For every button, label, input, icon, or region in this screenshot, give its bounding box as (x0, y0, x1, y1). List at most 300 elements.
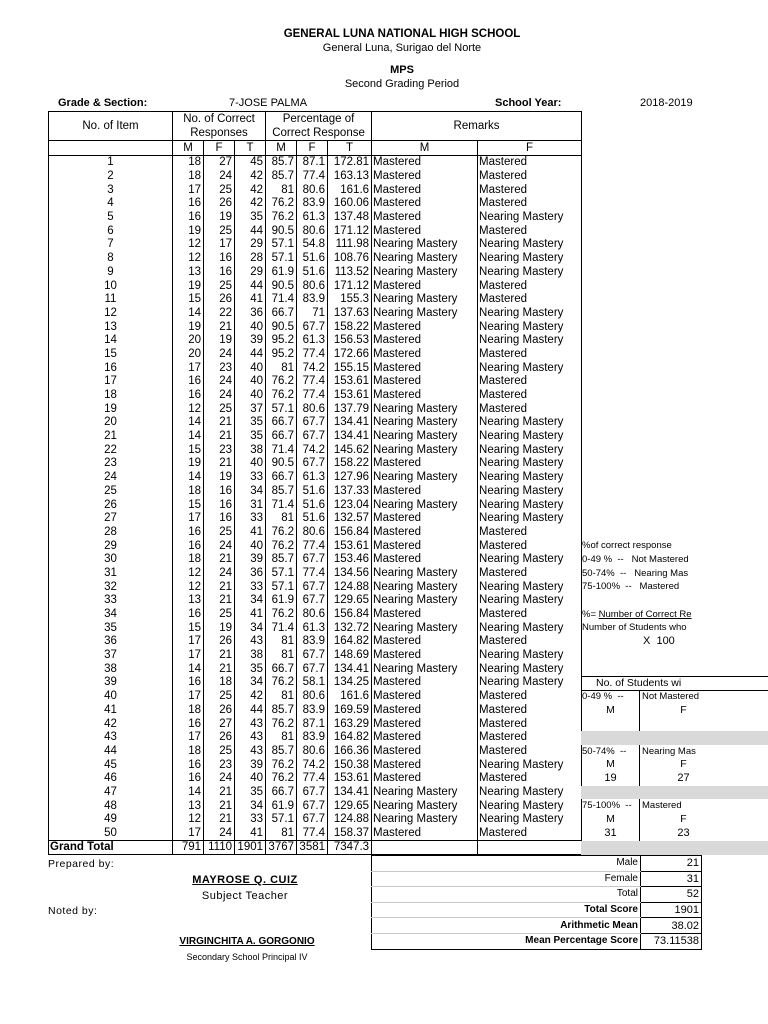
cell-pct-t: 156.84 (328, 526, 372, 540)
table-row (49, 594, 582, 608)
cell-pct-f: 77.4 (297, 772, 328, 786)
cell-remark-m: Mastered (372, 827, 478, 841)
cell-item: 19 (49, 402, 173, 416)
separator-band (581, 731, 768, 745)
group-nearing-label: Nearing Mas (642, 745, 696, 757)
cell-correct-f: 19 (204, 471, 235, 485)
female-value: 31 (641, 871, 702, 887)
cell-pct-m: 90.5 (266, 457, 297, 471)
cell-pct-m: 76.2 (266, 608, 297, 622)
formula-num-text: Number of Correct Re (598, 608, 692, 620)
cell-pct-f: 51.6 (297, 498, 328, 512)
school-year-label: School Year: (495, 97, 562, 109)
cell-correct-f: 26 (204, 635, 235, 649)
cell-pct-m: 76.2 (266, 717, 297, 731)
cell-pct-m: 76.2 (266, 211, 297, 225)
cell-correct-t: 29 (235, 266, 266, 280)
table-row (49, 320, 582, 334)
cell-item: 20 (49, 416, 173, 430)
cell-remark-f: Nearing Mastery (478, 498, 582, 512)
cell-item: 27 (49, 512, 173, 526)
cell-item: 29 (49, 539, 173, 553)
cell-item: 25 (49, 485, 173, 499)
total-pct-m: 3767 (266, 841, 297, 855)
cell-correct-t: 35 (235, 662, 266, 676)
cell-pct-f: 67.7 (297, 649, 328, 663)
cell-correct-m: 19 (173, 224, 204, 238)
cell-correct-m: 17 (173, 183, 204, 197)
cell-correct-t: 45 (235, 156, 266, 170)
summary-row-total-score (372, 902, 702, 918)
cell-remark-m: Nearing Mastery (372, 293, 478, 307)
cell-remark-m: Mastered (372, 512, 478, 526)
cell-pct-t: 164.82 (328, 635, 372, 649)
cell-remark-m: Mastered (372, 334, 478, 348)
cell-correct-f: 21 (204, 786, 235, 800)
cell-correct-m: 15 (173, 293, 204, 307)
cell-remark-f: Mastered (478, 170, 582, 184)
formula-numerator (582, 608, 768, 622)
cell-remark-f: Mastered (478, 389, 582, 403)
cell-correct-f: 16 (204, 498, 235, 512)
cell-correct-m: 19 (173, 320, 204, 334)
cell-pct-t: 156.53 (328, 334, 372, 348)
cell-pct-t: 172.81 (328, 156, 372, 170)
cell-remark-m: Nearing Mastery (372, 471, 478, 485)
cell-item: 7 (49, 238, 173, 252)
cell-pct-m: 57.1 (266, 580, 297, 594)
table-row (49, 635, 582, 649)
cell-correct-t: 41 (235, 293, 266, 307)
cell-remark-f: Nearing Mastery (478, 649, 582, 663)
cell-pct-m: 90.5 (266, 320, 297, 334)
col-item-subheader (49, 141, 173, 156)
cell-remark-f: Mastered (478, 293, 582, 307)
cell-correct-m: 13 (173, 799, 204, 813)
cell-pct-f: 67.7 (297, 416, 328, 430)
cell-correct-t: 43 (235, 635, 266, 649)
cell-pct-t: 153.61 (328, 375, 372, 389)
cell-correct-t: 43 (235, 731, 266, 745)
cell-item: 18 (49, 389, 173, 403)
cell-pct-t: 161.6 (328, 690, 372, 704)
group-not-mastered-range: 0-49 % -- (582, 691, 624, 702)
table-row (49, 827, 582, 841)
table-row (49, 621, 582, 635)
cell-pct-f: 74.2 (297, 758, 328, 772)
cell-correct-t: 39 (235, 334, 266, 348)
cell-remark-f: Nearing Mastery (478, 471, 582, 485)
cell-correct-t: 33 (235, 813, 266, 827)
school-address: General Luna, Surigao del Norte (322, 42, 482, 54)
cell-remark-f: Nearing Mastery (478, 662, 582, 676)
cell-correct-m: 16 (173, 772, 204, 786)
cell-pct-m: 76.2 (266, 758, 297, 772)
cell-correct-m: 16 (173, 539, 204, 553)
cell-correct-t: 31 (235, 498, 266, 512)
cell-remark-m: Nearing Mastery (372, 266, 478, 280)
cell-item: 38 (49, 662, 173, 676)
cell-pct-t: 153.46 (328, 553, 372, 567)
cell-pct-t: 148.69 (328, 649, 372, 663)
report-title: MPS (390, 64, 414, 76)
cell-correct-f: 24 (204, 375, 235, 389)
cell-item: 3 (49, 183, 173, 197)
cell-remark-m: Mastered (372, 348, 478, 362)
table-row (49, 471, 582, 485)
cell-correct-t: 37 (235, 402, 266, 416)
cell-correct-f: 21 (204, 553, 235, 567)
cell-correct-m: 19 (173, 457, 204, 471)
cell-pct-f: 51.6 (297, 512, 328, 526)
cell-item: 22 (49, 443, 173, 457)
cell-item: 48 (49, 799, 173, 813)
cell-correct-m: 14 (173, 430, 204, 444)
cell-pct-m: 57.1 (266, 252, 297, 266)
cell-pct-t: 137.48 (328, 211, 372, 225)
cell-pct-f: 83.9 (297, 197, 328, 211)
cell-pct-f: 67.7 (297, 786, 328, 800)
cell-correct-f: 17 (204, 238, 235, 252)
cell-pct-t: 132.57 (328, 512, 372, 526)
cell-pct-m: 66.7 (266, 416, 297, 430)
cell-item: 1 (49, 156, 173, 170)
cell-remark-m: Nearing Mastery (372, 813, 478, 827)
cell-pct-m: 85.7 (266, 745, 297, 759)
cell-item: 31 (49, 567, 173, 581)
cell-remark-m: Mastered (372, 320, 478, 334)
cell-correct-t: 44 (235, 348, 266, 362)
cell-pct-m: 71.4 (266, 293, 297, 307)
cell-pct-t: 129.65 (328, 799, 372, 813)
cell-correct-m: 12 (173, 402, 204, 416)
prepared-by-label: Prepared by: (48, 858, 115, 870)
summary-row-female (372, 871, 702, 887)
cell-pct-f: 67.7 (297, 580, 328, 594)
summary-row-mps (372, 933, 702, 949)
col-percentage-header: Percentage of Correct Response (266, 112, 372, 141)
noted-by-title: Secondary School Principal IV (186, 952, 308, 962)
cell-correct-f: 19 (204, 621, 235, 635)
cell-pct-m: 76.2 (266, 526, 297, 540)
cell-pct-t: 124.88 (328, 580, 372, 594)
group-nearing-range: 50-74% -- (582, 745, 627, 757)
cell-pct-m: 95.2 (266, 348, 297, 362)
cell-remark-m: Nearing Mastery (372, 252, 478, 266)
cell-remark-m: Mastered (372, 361, 478, 375)
group-not-mastered-f-label: F (680, 703, 687, 716)
cell-pct-f: 80.6 (297, 526, 328, 540)
cell-correct-t: 38 (235, 443, 266, 457)
cell-correct-m: 20 (173, 348, 204, 362)
cell-correct-t: 35 (235, 416, 266, 430)
prepared-by-name: MAYROSE Q. CUIZ (192, 874, 298, 886)
cell-pct-t: 160.06 (328, 197, 372, 211)
cell-pct-t: 134.41 (328, 430, 372, 444)
cell-correct-f: 21 (204, 649, 235, 663)
cell-correct-f: 16 (204, 485, 235, 499)
cell-pct-t: 108.76 (328, 252, 372, 266)
cell-correct-m: 17 (173, 731, 204, 745)
cell-pct-f: 74.2 (297, 443, 328, 457)
cell-correct-f: 24 (204, 170, 235, 184)
school-name: GENERAL LUNA NATIONAL HIGH SCHOOL (283, 28, 521, 40)
table-row (49, 197, 582, 211)
cell-remark-m: Nearing Mastery (372, 498, 478, 512)
cell-remark-f: Mastered (478, 375, 582, 389)
cell-correct-t: 42 (235, 197, 266, 211)
cell-pct-f: 67.7 (297, 813, 328, 827)
cell-correct-m: 14 (173, 786, 204, 800)
summary-row-total (372, 887, 702, 903)
cell-correct-t: 40 (235, 389, 266, 403)
cell-pct-m: 81 (266, 512, 297, 526)
students-header: No. of Students wi (596, 676, 682, 689)
cell-pct-m: 66.7 (266, 786, 297, 800)
table-row (49, 266, 582, 280)
cell-correct-m: 14 (173, 307, 204, 321)
cell-correct-f: 25 (204, 224, 235, 238)
cell-correct-m: 12 (173, 238, 204, 252)
cell-pct-m: 66.7 (266, 662, 297, 676)
grand-total-label: Grand Total (49, 841, 173, 855)
cell-remark-m: Nearing Mastery (372, 307, 478, 321)
cell-pct-f: 77.4 (297, 170, 328, 184)
cell-item: 10 (49, 279, 173, 293)
cell-item: 14 (49, 334, 173, 348)
table-row (49, 512, 582, 526)
cell-correct-m: 18 (173, 156, 204, 170)
cell-pct-t: 113.52 (328, 266, 372, 280)
table-row (49, 430, 582, 444)
cell-correct-t: 40 (235, 539, 266, 553)
group-nearing-m-label: M (606, 758, 615, 771)
cell-pct-m: 71.4 (266, 498, 297, 512)
cell-pct-f: 80.6 (297, 690, 328, 704)
cell-correct-t: 43 (235, 745, 266, 759)
group-nearing-m-count: 19 (604, 772, 617, 784)
cell-correct-f: 26 (204, 731, 235, 745)
cell-pct-f: 80.6 (297, 745, 328, 759)
cell-pct-t: 123.04 (328, 498, 372, 512)
cell-remark-f: Nearing Mastery (478, 621, 582, 635)
cell-correct-t: 38 (235, 649, 266, 663)
cell-remark-f: Mastered (478, 635, 582, 649)
cell-pct-f: 77.4 (297, 348, 328, 362)
female-label: Female (372, 871, 641, 887)
cell-correct-f: 18 (204, 676, 235, 690)
group-mastered-m-label: M (606, 813, 615, 826)
cell-pct-t: 153.61 (328, 772, 372, 786)
col-correct-header: No. of Correct Responses (173, 112, 266, 141)
cell-item: 16 (49, 361, 173, 375)
cell-correct-m: 15 (173, 498, 204, 512)
formula-denominator: Number of Students who (582, 622, 687, 634)
cell-pct-t: 171.12 (328, 224, 372, 238)
cell-correct-f: 21 (204, 416, 235, 430)
cell-item: 34 (49, 608, 173, 622)
legend-mastered: 75-100% -- Mastered (582, 581, 680, 592)
table-row (49, 348, 582, 362)
cell-correct-f: 23 (204, 361, 235, 375)
male-value: 21 (641, 856, 702, 872)
cell-item: 12 (49, 307, 173, 321)
group-mastered-f-label: F (680, 813, 687, 826)
cell-correct-t: 34 (235, 676, 266, 690)
cell-correct-t: 36 (235, 567, 266, 581)
cell-correct-f: 19 (204, 334, 235, 348)
total-remark-f (478, 841, 582, 855)
cell-pct-t: 134.25 (328, 676, 372, 690)
cell-correct-t: 34 (235, 799, 266, 813)
cell-correct-t: 28 (235, 252, 266, 266)
cell-pct-m: 57.1 (266, 402, 297, 416)
cell-item: 32 (49, 580, 173, 594)
cell-remark-m: Mastered (372, 389, 478, 403)
cell-pct-f: 67.7 (297, 662, 328, 676)
table-row (49, 717, 582, 731)
cell-pct-t: 127.96 (328, 471, 372, 485)
cell-remark-f: Nearing Mastery (478, 334, 582, 348)
cell-pct-t: 124.88 (328, 813, 372, 827)
grade-section-label: Grade & Section: (58, 97, 148, 109)
cell-remark-f: Nearing Mastery (478, 580, 582, 594)
cell-pct-m: 76.2 (266, 772, 297, 786)
cell-pct-t: 150.38 (328, 758, 372, 772)
cell-pct-t: 158.22 (328, 320, 372, 334)
cell-correct-m: 17 (173, 635, 204, 649)
cell-remark-m: Mastered (372, 758, 478, 772)
cell-item: 6 (49, 224, 173, 238)
cell-remark-m: Mastered (372, 635, 478, 649)
cell-pct-f: 77.4 (297, 567, 328, 581)
cell-remark-m: Nearing Mastery (372, 402, 478, 416)
cell-remark-f: Nearing Mastery (478, 457, 582, 471)
cell-item: 37 (49, 649, 173, 663)
cell-remark-m: Mastered (372, 170, 478, 184)
cell-pct-f: 61.3 (297, 211, 328, 225)
cell-remark-m: Mastered (372, 526, 478, 540)
group-mastered-label: Mastered (642, 800, 682, 812)
formula-multiplier: X 100 (643, 635, 675, 647)
cell-correct-m: 16 (173, 197, 204, 211)
cell-pct-t: 129.65 (328, 594, 372, 608)
grand-total-row (49, 841, 582, 855)
cell-item: 9 (49, 266, 173, 280)
cell-pct-f: 74.2 (297, 361, 328, 375)
table-row (49, 457, 582, 471)
cell-remark-m: Mastered (372, 211, 478, 225)
cell-pct-m: 81 (266, 731, 297, 745)
cell-pct-f: 80.6 (297, 224, 328, 238)
cell-remark-m: Mastered (372, 183, 478, 197)
cell-pct-t: 166.36 (328, 745, 372, 759)
cell-item: 15 (49, 348, 173, 362)
table-row (49, 498, 582, 512)
cell-pct-f: 80.6 (297, 183, 328, 197)
table-row (49, 758, 582, 772)
cell-pct-t: 155.3 (328, 293, 372, 307)
cell-correct-t: 40 (235, 375, 266, 389)
cell-correct-f: 26 (204, 197, 235, 211)
cell-pct-f: 61.3 (297, 471, 328, 485)
table-row (49, 731, 582, 745)
cell-correct-m: 18 (173, 745, 204, 759)
cell-remark-m: Nearing Mastery (372, 786, 478, 800)
cell-remark-m: Mastered (372, 457, 478, 471)
cell-correct-f: 16 (204, 252, 235, 266)
cell-correct-t: 35 (235, 211, 266, 225)
cell-pct-f: 83.9 (297, 293, 328, 307)
cell-item: 36 (49, 635, 173, 649)
cell-correct-m: 13 (173, 594, 204, 608)
cell-item: 45 (49, 758, 173, 772)
cell-item: 26 (49, 498, 173, 512)
cell-remark-f: Nearing Mastery (478, 758, 582, 772)
table-row (49, 690, 582, 704)
cell-pct-f: 51.6 (297, 252, 328, 266)
cell-correct-m: 17 (173, 649, 204, 663)
cell-pct-t: 172.66 (328, 348, 372, 362)
cell-correct-t: 40 (235, 361, 266, 375)
cell-remark-f: Mastered (478, 772, 582, 786)
cell-correct-m: 14 (173, 471, 204, 485)
table-row (49, 156, 582, 170)
cell-correct-m: 16 (173, 389, 204, 403)
cell-item: 24 (49, 471, 173, 485)
cell-remark-f: Nearing Mastery (478, 799, 582, 813)
cell-pct-f: 83.9 (297, 635, 328, 649)
cell-pct-m: 85.7 (266, 704, 297, 718)
cell-remark-m: Nearing Mastery (372, 621, 478, 635)
cell-remark-m: Mastered (372, 375, 478, 389)
cell-item: 21 (49, 430, 173, 444)
table-row (49, 307, 582, 321)
cell-correct-f: 21 (204, 594, 235, 608)
sub-remark-f: F (478, 141, 582, 156)
mps-label: Mean Percentage Score (372, 933, 641, 949)
table-row (49, 389, 582, 403)
cell-remark-m: Mastered (372, 224, 478, 238)
table-row (49, 334, 582, 348)
cell-item: 11 (49, 293, 173, 307)
cell-pct-t: 171.12 (328, 279, 372, 293)
cell-item: 4 (49, 197, 173, 211)
cell-correct-t: 34 (235, 594, 266, 608)
cell-remark-f: Nearing Mastery (478, 786, 582, 800)
cell-correct-m: 16 (173, 211, 204, 225)
cell-pct-f: 83.9 (297, 704, 328, 718)
table-row (49, 539, 582, 553)
cell-correct-m: 13 (173, 266, 204, 280)
cell-correct-f: 24 (204, 389, 235, 403)
cell-item: 42 (49, 717, 173, 731)
table-row (49, 375, 582, 389)
cell-pct-f: 61.3 (297, 621, 328, 635)
legend-title: %of correct response (582, 540, 672, 551)
cell-pct-t: 134.41 (328, 786, 372, 800)
cell-pct-f: 67.7 (297, 594, 328, 608)
cell-pct-f: 87.1 (297, 156, 328, 170)
cell-pct-f: 77.4 (297, 389, 328, 403)
cell-pct-m: 81 (266, 827, 297, 841)
cell-pct-m: 76.2 (266, 197, 297, 211)
cell-item: 33 (49, 594, 173, 608)
cell-item: 40 (49, 690, 173, 704)
cell-correct-t: 39 (235, 758, 266, 772)
cell-remark-f: Mastered (478, 197, 582, 211)
cell-correct-f: 25 (204, 183, 235, 197)
